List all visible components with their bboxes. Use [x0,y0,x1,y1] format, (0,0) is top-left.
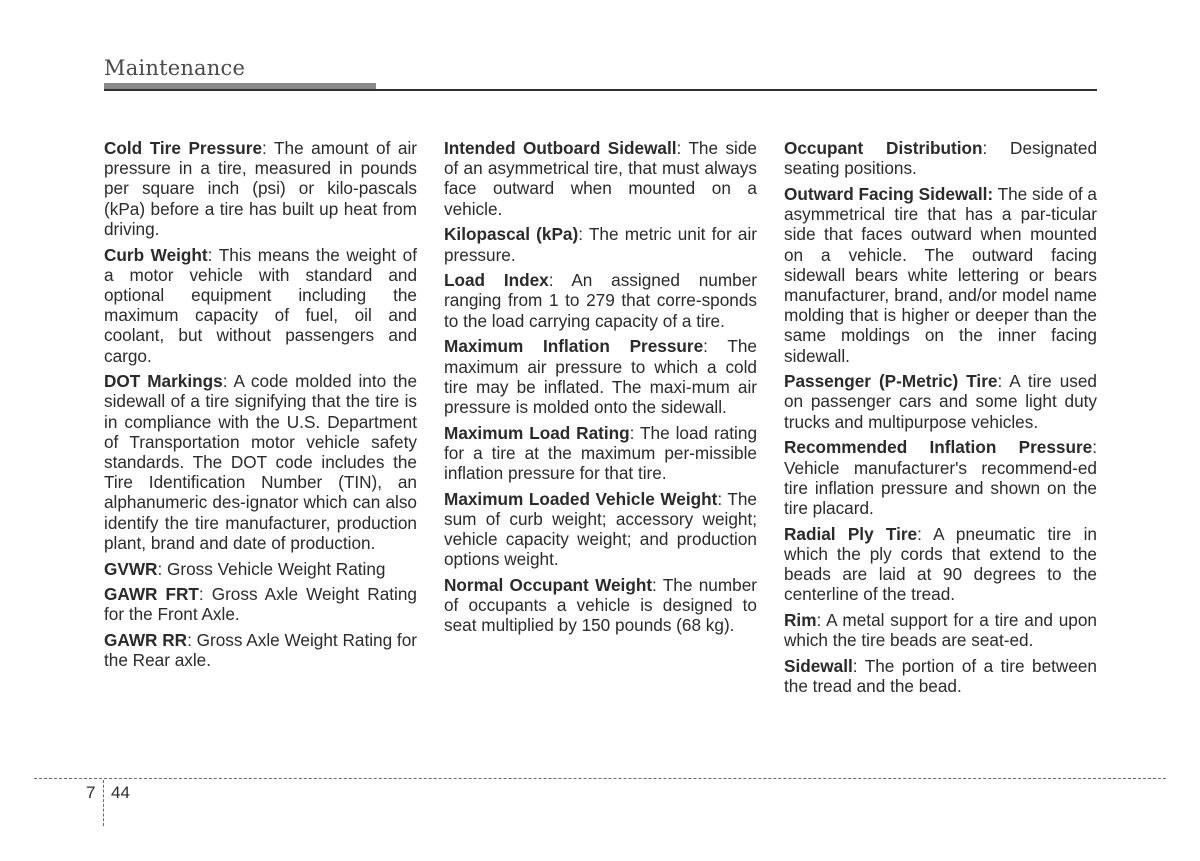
glossary-entry: Load Index: An assigned number ranging from 1 to 279 that corre-sponds to the load carrying capacity of a tire. [444,270,757,331]
glossary-definition: The amount of air pressure in a tire, measured in pounds per square inch (psi) or kilo-pascals (kPa) before a tire has built up heat from driving. [104,138,417,239]
glossary-definition: The metric unit for air pressure. [444,224,758,265]
glossary-term: Cold Tire Pressure [104,138,263,158]
glossary-definition: The side of a asymmetrical tire that has a par-ticular side that faces outward when mounted on a vehicle. The outward facing sidewall bears white lettering or bears manufacturer, brand, and/or model name molding that is higher or deeper than the same moldings on the inner facing sidewall. [784,183,1097,366]
glossary-definition: An assigned number ranging from 1 to 279 that corre-sponds to the load carrying capacity of a tire. [444,270,757,331]
section-title: Maintenance [104,56,246,80]
glossary-entry [784,184,1097,366]
glossary-definition: A tire used on passenger cars and some light duty trucks and multipurpose vehicles. [784,371,1097,432]
glossary-term: Maximum Load Rating [444,422,630,443]
glossary-definition: Designated seating positions. [784,138,1097,179]
glossary-term: Sidewall [784,655,853,676]
glossary-term: GAWR FRT [104,584,199,605]
glossary-term: Passenger (P-Metric) Tire [784,371,998,392]
glossary-term: DOT Markings [104,371,223,392]
glossary-definition: The sum of curb weight; accessory weight; vehicle capacity weight; and production options weight. [444,488,757,570]
glossary-term: GVWR [104,558,158,579]
glossary-term: Maximum Inflation Pressure [444,336,704,357]
glossary-definition: This means the weight of a motor vehicle with standard and optional equipment including the maximum capacity of fuel, oil and coolant, but without passengers and cargo. [104,244,417,366]
glossary-column-3 [784,138,1097,702]
glossary-term: Radial Ply Tire [784,523,918,544]
glossary-entry: Curb Weight: This means the weight of a motor vehicle with standard and optional equipment including the maximum capacity of fuel, oil and coolant, but without passengers and cargo. [104,244,417,366]
glossary-entry: Intended Outboard Sidewall: The side of an asymmetrical tire, that must always face outward when mounted on a vehicle. [444,138,757,219]
glossary-entry: Sidewall: The portion of a tire between the tread and the bead. [784,655,1097,697]
glossary-column-1 [104,138,417,676]
glossary-entry: Radial Ply Tire: A pneumatic tire in which the ply cords that extend to the beads are laid at 90 degrees to the centerline of the tread. [784,523,1097,605]
glossary-entry: Maximum Inflation Pressure: The maximum air pressure to which a cold tire may be inflated. The maxi-mum air pressure is molded onto the sidewall. [444,336,757,417]
page-number: 44 [111,783,130,802]
glossary-entry: GAWR RR: Gross Axle Weight Rating for the Rear axle. [104,630,417,671]
glossary-term: Outward Facing Sidewall: [784,183,994,204]
glossary-definition: The portion of a tire between the tread and the bead. [784,655,1097,697]
glossary-definition: Gross Axle Weight Rating for the Front Axle. [104,584,417,625]
glossary-definition: Vehicle manufacturer's recommend-ed tire inflation pressure and shown on the tire placard. [784,457,1097,518]
glossary-entry: Rim: A metal support for a tire and upon which the tire beads are seat-ed. [784,609,1097,651]
glossary-definition: A metal support for a tire and upon which the tire beads are seat-ed. [784,609,1097,651]
glossary-term: Load Index [444,270,549,291]
glossary-entry: Kilopascal (kPa): The metric unit for air pressure. [444,224,758,265]
glossary-entry: Recommended Inflation Pressure: Vehicle manufacturer's recommend-ed tire inflation pressure and shown on the tire placard. [784,437,1097,518]
glossary-entry: Cold Tire Pressure: The amount of air pressure in a tire, measured in pounds per square inch (psi) or kilo-pascals (kPa) before a tire has built up heat from driving. [104,138,417,239]
header-rule [104,89,1097,91]
glossary-entry: Passenger (P-Metric) Tire: A tire used on passenger cars and some light duty trucks and multipurpose vehicles. [784,371,1097,432]
glossary-term: Occupant Distribution [784,138,983,158]
chapter-number: 7 [86,783,96,802]
glossary-term: Rim [784,609,817,630]
footer-rule [34,778,1166,779]
glossary-definition: The number of occupants a vehicle is designed to seat multiplied by 150 pounds (68 kg). [444,575,758,636]
glossary-term: Maximum Loaded Vehicle Weight [444,488,718,509]
glossary-term: Kilopascal (kPa) [444,224,579,245]
footer-divider [103,780,104,826]
glossary-term: Normal Occupant Weight [444,575,653,596]
glossary-entry: Maximum Load Rating: The load rating for a tire at the maximum per-missible inflation pressure for that tire. [444,422,757,484]
glossary-entry: Maximum Loaded Vehicle Weight: The sum of curb weight; accessory weight; vehicle capacity weight; and production options weight. [444,488,757,570]
glossary-definition: Gross Vehicle Weight Rating [167,558,386,579]
glossary-term: GAWR RR [104,630,188,651]
glossary-term: Intended Outboard Sidewall [444,138,677,158]
glossary-term: Curb Weight [104,244,208,265]
glossary-definition: The side of an asymmetrical tire, that must always face outward when mounted on a vehicle. [444,138,757,219]
glossary-definition: A code molded into the sidewall of a tire signifying that the tire is in compliance with the U.S. Department of Transportation motor vehicle safety standards. The DOT code includes the Tire Identification Number (TIN), an alphanumeric des-ignator which can also identify the tire manufacturer, production plant, brand and date of production. [104,371,417,553]
glossary-entry: Normal Occupant Weight: The number of occupants a vehicle is designed to seat multiplied by 150 pounds (68 kg). [444,575,758,636]
glossary-column-2 [444,138,757,641]
glossary-entry: GVWR: Gross Vehicle Weight Rating [104,558,386,579]
glossary-entry: GAWR FRT: Gross Axle Weight Rating for the Front Axle. [104,584,417,625]
glossary-entry: Occupant Distribution: Designated seating positions. [784,138,1097,179]
glossary-definition: The maximum air pressure to which a cold tire may be inflated. The maxi-mum air pressure is molded onto the sidewall. [444,336,757,417]
glossary-term: Recommended Inflation Pressure [784,437,1093,458]
glossary-definition: A pneumatic tire in which the ply cords that extend to the beads are laid at 90 degrees to the centerline of the tread. [784,523,1097,605]
glossary-definition: The load rating for a tire at the maximum per-missible inflation pressure for that tire. [444,422,757,484]
glossary-definition: Gross Axle Weight Rating for the Rear axle. [104,630,417,671]
glossary-entry: DOT Markings: A code molded into the sidewall of a tire signifying that the tire is in compliance with the U.S. Department of Transportation motor vehicle safety standards. The DOT code includes the Tire Identification Number (TIN), an alphanumeric des-ignator which can also identify the tire manufacturer, production plant, brand and date of production. [104,371,417,553]
